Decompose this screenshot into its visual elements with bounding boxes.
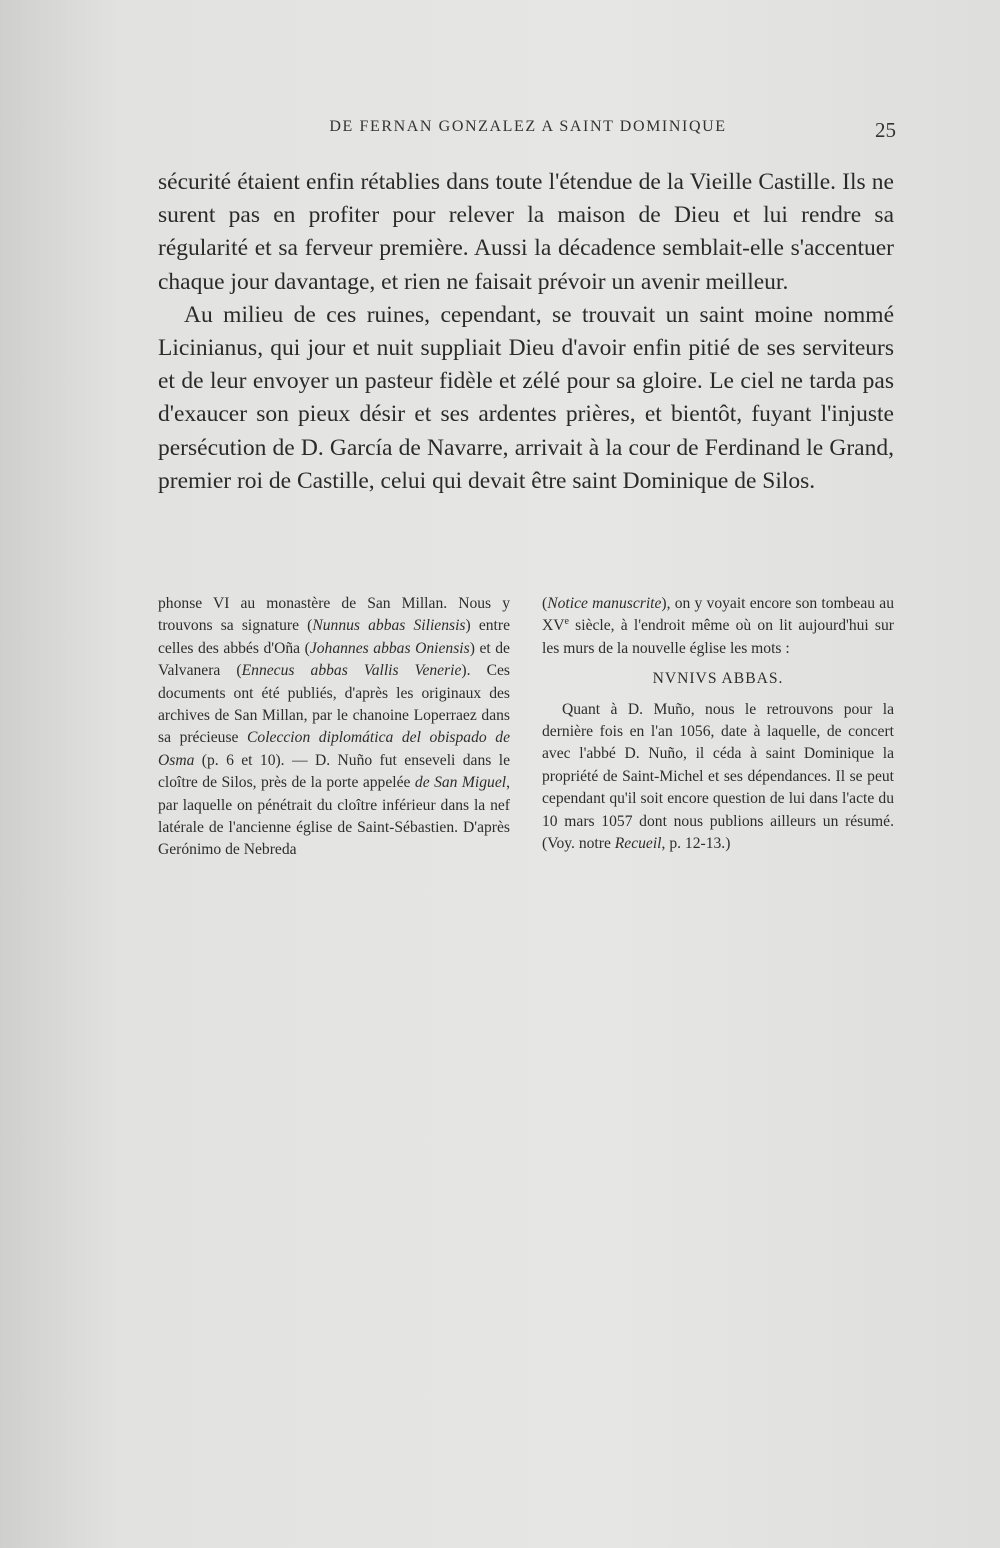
footnote-italic-segment: Coleccion diplomática del obispado de Osma xyxy=(158,729,510,769)
footnote-italic-segment: Recueil xyxy=(614,835,662,853)
main-paragraph-2: Au milieu de ces ruines, cependant, se trouvait un saint moine nommé Licinianus, qui jour et nuit suppliait Dieu d'avoir enfin pitié de ses serviteurs et de leur envoyer un pasteur fidèle et zélé pour sa gloire. Le ciel ne tarda pas d'exaucer son pieux désir et ses ardentes prières, et bientôt, fuyant l'injuste persécution de D. García de Navarre, arrivait à la cour de Ferdinand le Grand, premier roi de Castille, celui qui devait être saint Dominique de Silos. xyxy=(158,301,894,494)
footnote-column-left xyxy=(158,593,510,862)
footnote-text-segment: ). Ces documents ont été publiés, d'après les originaux des archives de San Millan, par le chanoine Loperraez dans sa précieuse xyxy=(158,662,510,747)
footnote-text-segment: phonse VI au monastère de San Millan. Nous y trouvons sa signature ( xyxy=(158,595,510,635)
main-text xyxy=(158,166,894,498)
footnote-text-segment: (p. 6 et 10). — D. Nuño fut enseveli dans le cloître de Silos, près de la porte appelée xyxy=(158,751,510,792)
footnote-text-segment: siècle, à l'endroit même où on lit aujourd'hui sur les murs de la nouvelle église les mots : xyxy=(542,617,894,657)
page-number: 25 xyxy=(875,118,896,142)
footnote-right-text-1 xyxy=(542,593,894,660)
footnote-text-segment: Quant à D. Muño, nous le retrouvons pour la dernière fois en l'an 1056, date à laquelle, de concert avec l'abbé D. Nuño, il céda à saint Dominique la propriété de Saint-Michel et ses dépendances. Il se peut cependant qu'il soit encore question de lui dans l'acte du 10 mars 1057 dont nous publions ailleurs un résumé. (Voy. notre xyxy=(542,700,894,853)
footnotes xyxy=(158,593,894,862)
footnote-italic-segment: Nunnus abbas Siliensis xyxy=(312,617,466,635)
main-paragraph-1: sécurité étaient enfin rétablies dans toute l'étendue de la Vieille Castille. Ils ne surent pas en profiter pour relever la maison de Dieu et lui rendre sa régularité et sa ferveur première. Aussi la décadence semblait-elle s'accentuer chaque jour davantage, et rien ne faisait prévoir un avenir meilleur. xyxy=(158,169,894,295)
footnote-text-segment: ) entre celles des abbés d'Oña ( xyxy=(158,617,510,657)
footnote-left-text xyxy=(158,593,510,862)
footnote-text-segment: , par laquelle on pénétrait du cloître inférieur dans la nef latérale de l'ancienne église de Saint-Sébastien. D'après Gerónimo de Nebreda xyxy=(158,774,510,859)
footnote-italic-segment: de San Miguel xyxy=(414,774,507,792)
footnote-text-segment: , p. 12-13.) xyxy=(661,835,731,853)
footnote-text-segment: ), on y voyait encore son tombeau au XV xyxy=(542,595,894,635)
footnote-text-segment: ) et de Valvanera ( xyxy=(158,639,510,680)
footnote-column-right xyxy=(542,593,894,862)
footnote-text-segment: ( xyxy=(542,595,548,612)
footnote-italic-segment: Ennecus abbas Vallis Venerie xyxy=(241,662,462,680)
footnote-right-text-2 xyxy=(542,699,894,856)
footnote-italic-segment: Johannes abbas Oniensis xyxy=(309,639,470,657)
running-head xyxy=(160,118,896,142)
inscription: NVNIVS ABBAS. xyxy=(652,670,784,688)
footnote-superscript: e xyxy=(564,616,569,628)
footnote-italic-segment: Notice manuscrite xyxy=(547,595,662,612)
running-title: DE FERNAN GONZALEZ A SAINT DOMINIQUE xyxy=(329,118,727,135)
